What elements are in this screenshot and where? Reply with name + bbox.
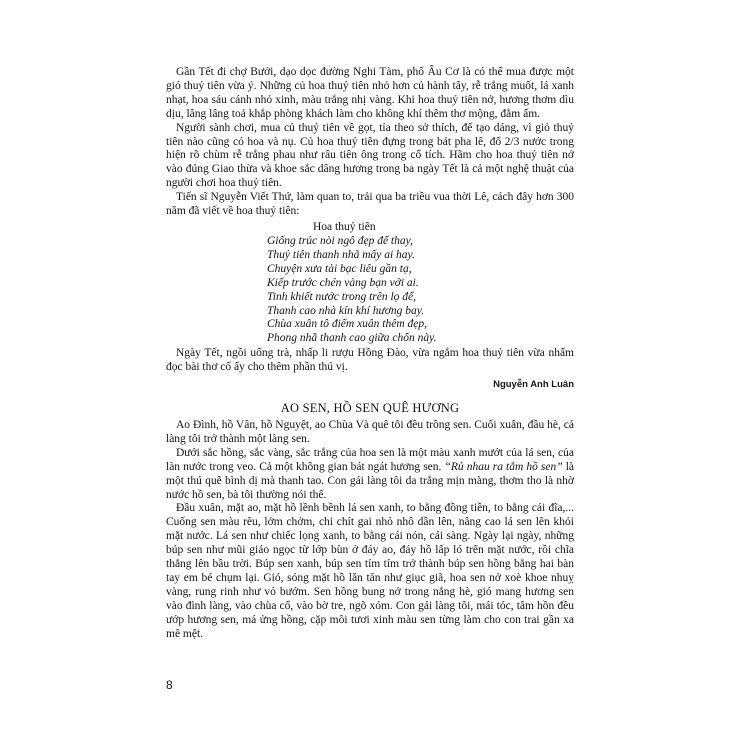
- paragraph: Đầu xuân, mặt ao, mặt hồ lềnh bềnh lá sen xanh, to bằng đồng tiền, to bằng cái đĩa,... Cuống sen màu rêu, lởm chởm, chi chít gai nhỏ nhô dần lên, nâng cao lá sen lên khỏi mặt nước. Lá sen như chiếc lọng xanh, to bằng cái nón, cái sàng. Ngày lại ngày, những búp sen như mũi giáo ngọc từ lớp bùn ở đáy ao, đáy hồ lấp ló trên mặt nước, rồi chĩa thẳng lên bầu trời. Búp sen xanh, búp sen tím tím trở thành búp sen hồng bằng hai bàn tay em bé chụm lại. Gió, sóng mặt hồ lăn tăn như giục giã, hoa sen nở xoè khoe nhuỵ vàng, rung rinh như vỏ bướm. Sen hồng bung nở trong nắng hè, gió mang hương sen vào đình làng, vào chùa cổ, vào bờ tre, ngõ xóm. Con gái làng tôi, mái tóc, tâm hồn đều ướp hương sen, má ửng hồng, cặp môi tươi xinh màu sen từng làm cho con trai gần xa mê mệt.: [166, 502, 574, 640]
- section-title: AO SEN, HỒ SEN QUÊ HƯƠNG: [280, 401, 460, 416]
- poem-line: Chuyện xưa tài bạc liêu gần tạ,: [267, 262, 412, 275]
- poem-line: Chùa xuân tô điểm xuân thêm đẹp,: [267, 318, 428, 331]
- page-number: 8: [166, 678, 173, 692]
- paragraph-text: là một thú quê bình dị mà thanh tao. Con gái làng tôi da trắng mịn màng, thơm tho là nhờ nước hồ sen, bà tôi thường nói thế.: [166, 460, 574, 501]
- paragraph: Ao Đình, hồ Vân, hồ Nguyệt, ao Chùa Và quê tôi đều trồng sen. Cuối xuân, đầu hè, cả làng tôi trở thành một làng sen.: [166, 419, 574, 445]
- author-name: Nguyễn Anh Luân: [493, 379, 574, 391]
- poem-line: Kiếp trước chén vàng bạn với ai.: [267, 276, 419, 289]
- paragraph: Gần Tết đi chợ Bưởi, dạo dọc đường Nghi Tàm, phố Âu Cơ là có thể mua được một giỏ thuỷ tiên vừa ý. Những củ hoa thuỷ tiên nhỏ hơn củ hành tây, rễ trắng muốt, lá xanh nhạt, hoa sáu cánh nhỏ xinh, màu trắng nhị vàng. Khi hoa thuỷ tiên nở, hương thơm dìu dịu, lâng lâng toả khắp phòng khách làm cho không khí thêm thơ mộng, đằm ấm.: [166, 66, 574, 120]
- paragraph: [166, 447, 574, 503]
- poem-line: Thuỷ tiên thanh nhã mấy ai hay.: [267, 248, 415, 261]
- paragraph: Người sành chơi, mua củ thuỷ tiên về gọt, tỉa theo sở thích, để tạo dáng, vì giỏ thuỷ tiên nào cũng có hoa và nụ. Củ hoa thuỷ tiên đựng trong bát pha lê, đổ 2/3 nước trong hiện rõ chùm rễ trắng phau như râu tiên ông trong cổ tích. Hãm cho hoa thuỷ tiên nở vào đúng Giao thừa và khoe sắc dâng hương trong ba ngày Tết là cả một nghệ thuật của người chơi hoa thuỷ tiên.: [166, 121, 574, 190]
- page-content: [166, 66, 574, 642]
- poem: [166, 220, 574, 346]
- poem-title: Hoa thuỷ tiên: [313, 220, 376, 233]
- poem-line: Tinh khiết nước trong trên lọ để,: [267, 290, 417, 303]
- poem-line: Thanh cao nhà kín khí hương bay.: [267, 304, 425, 317]
- paragraph: Tiến sĩ Nguyễn Viết Thứ, làm quan to, trải qua ba triều vua thời Lê, cách đây hơn 300 năm đã viết về hoa thuỷ tiên:: [166, 191, 574, 218]
- quoted-phrase: “Rủ nhau ra tắm hồ sen”: [444, 460, 563, 473]
- paragraph: Ngày Tết, ngồi uống trà, nhấp li rượu Hồng Đào, vừa ngắm hoa thuỷ tiên vừa nhẩm đọc bài thơ cổ ấy cho thêm phần thú vị.: [166, 347, 574, 374]
- paragraph-text: Dưới sắc hồng, sắc vàng, sắc trắng của hoa sen là một màu xanh mướt của lá sen, của làn nước trong veo. Cả một không gian bát ngát hương sen.: [166, 446, 574, 473]
- poem-line: Phong nhã thanh cao giữa chốn này.: [267, 332, 437, 345]
- poem-line: Giống trúc nòi ngô đẹp để thay,: [267, 234, 413, 247]
